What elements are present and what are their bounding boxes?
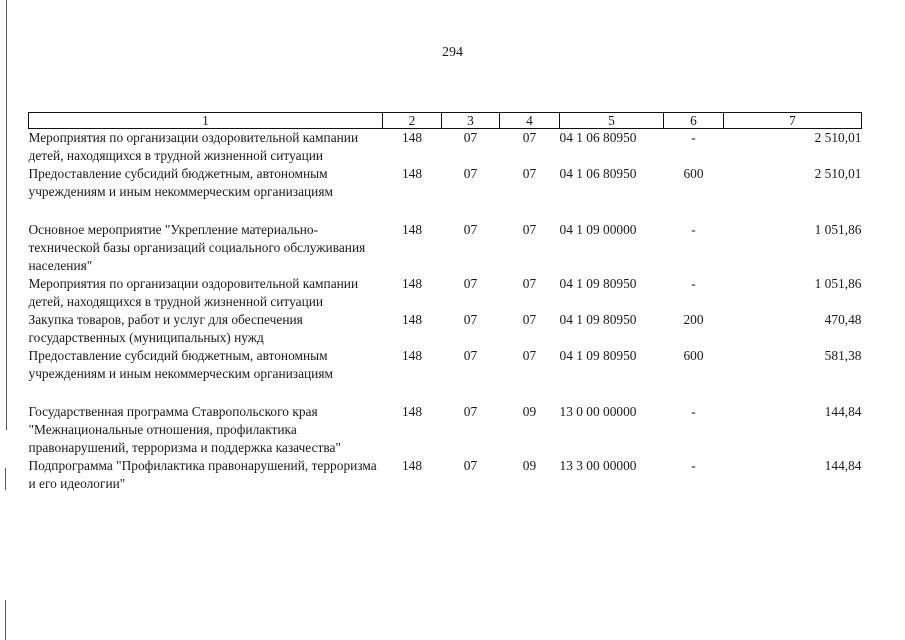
row-code-4: 09 [522,458,537,473]
row-code-5: 04 1 09 80950 [559,312,637,327]
budget-table [28,112,862,493]
row-code-3: 07 [463,404,478,419]
scan-edge-mark [5,468,6,490]
row-code-4: 07 [522,222,537,237]
row-amount: 470,48 [824,312,862,327]
page-number: 294 [442,45,463,60]
row-amount: 1 051,86 [814,222,862,237]
row-amount: 2 510,01 [814,166,862,181]
row-code-3: 07 [463,276,478,291]
row-code-5: 13 0 00 00000 [559,404,637,419]
row-code-6: - [691,404,696,419]
row-code-6: 600 [683,348,704,363]
row-code-5: 04 1 06 80950 [559,130,637,145]
table-row [29,165,862,201]
column-header: 1 [29,113,383,129]
row-code-4: 07 [522,276,537,291]
column-header: 6 [664,113,724,129]
row-amount: 144,84 [824,404,862,419]
row-code-2: 148 [401,312,423,327]
row-code-3: 07 [463,458,478,473]
row-name: Подпрограмма "Профилактика правонарушений, терроризма и его идеологии" [28,458,377,491]
row-code-6: - [691,458,696,473]
row-code-5: 13 3 00 00000 [559,458,637,473]
row-amount: 2 510,01 [814,130,862,145]
row-code-2: 148 [401,348,423,363]
row-spacer [29,383,862,403]
scan-edge-mark [5,600,6,640]
row-name: Основное мероприятие "Укрепление материально-технической базы организаций социального обслуживания населения" [28,222,366,273]
row-amount: 1 051,86 [814,276,862,291]
row-code-4: 09 [522,404,537,419]
column-header: 2 [383,113,442,129]
row-code-2: 148 [401,458,423,473]
row-code-5: 04 1 09 80950 [559,348,637,363]
row-code-2: 148 [401,404,423,419]
row-code-5: 04 1 09 00000 [559,222,637,237]
row-code-6: - [691,130,696,145]
table-row [29,311,862,347]
row-code-3: 07 [463,312,478,327]
row-code-4: 07 [522,130,537,145]
row-code-6: - [691,276,696,291]
row-code-2: 148 [401,166,423,181]
table-row [29,347,862,383]
row-code-5: 04 1 06 80950 [559,166,637,181]
row-code-3: 07 [463,348,478,363]
row-code-2: 148 [401,276,423,291]
table-row [29,275,862,311]
row-code-6: 200 [683,312,704,327]
column-header: 7 [724,113,862,129]
row-code-2: 148 [401,222,423,237]
row-name: Мероприятия по организации оздоровительной кампании детей, находящихся в трудной жизненной ситуации [28,276,359,309]
row-amount: 581,38 [824,348,862,363]
table-header-row [29,113,862,129]
row-name: Мероприятия по организации оздоровительной кампании детей, находящихся в трудной жизненной ситуации [28,130,359,163]
row-code-3: 07 [463,222,478,237]
column-header: 3 [442,113,500,129]
row-name: Предоставление субсидий бюджетным, автономным учреждениям и иным некоммерческим организациям [28,166,333,199]
row-code-6: - [691,222,696,237]
column-header: 5 [560,113,664,129]
row-code-5: 04 1 09 80950 [559,276,637,291]
column-header: 4 [500,113,560,129]
row-code-4: 07 [522,348,537,363]
table-row [29,403,862,457]
row-code-3: 07 [463,166,478,181]
table-row [29,457,862,493]
row-code-2: 148 [401,130,423,145]
row-code-3: 07 [463,130,478,145]
table-row [29,221,862,275]
row-name: Закупка товаров, работ и услуг для обеспечения государственных (муниципальных) нужд [28,312,303,345]
row-amount: 144,84 [824,458,862,473]
scan-edge-line [6,0,7,430]
row-spacer [29,201,862,221]
row-name: Предоставление субсидий бюджетным, автономным учреждениям и иным некоммерческим организациям [28,348,333,381]
table-row [29,129,862,166]
row-code-4: 07 [522,166,537,181]
row-code-6: 600 [683,166,704,181]
row-name: Государственная программа Ставропольского края "Межнациональные отношения, профилактика правонарушений, терроризма и поддержка казачества" [28,404,341,455]
row-code-4: 07 [522,312,537,327]
